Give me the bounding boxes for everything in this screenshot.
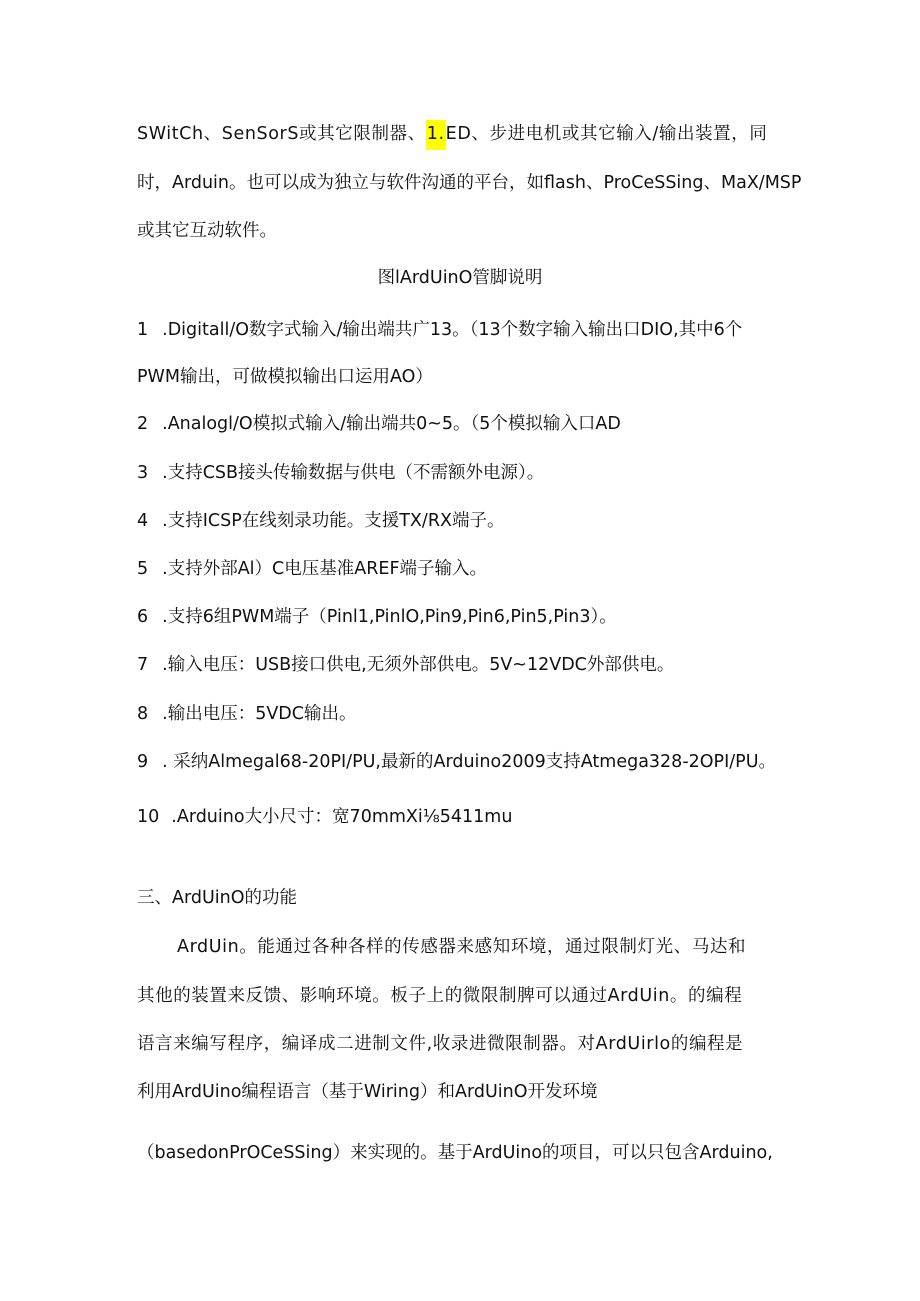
list-number: 2 (137, 414, 149, 434)
list-text: . 采纳Almegal68-20PI/PU,最新的Arduino2009支持Atmega328-2OPI/PU。 (162, 752, 777, 772)
paragraph-2-line-2: 其他的装置来反馈、影响环境。板子上的微限制脾可以通过ArdUin。的编程 (137, 986, 743, 1006)
list-item-6 (137, 605, 617, 629)
list-number: 10 (137, 807, 160, 827)
list-text: .支持6组PWM端子（Pinl1,PinlO,Pin9,Pin6,Pin5,Pin3）。 (162, 607, 617, 627)
list-item-1-continuation: PWM输出，可做模拟输出口运用AO） (137, 367, 433, 387)
list-text: .输入电压：USB接口供电,无须外部供电。5V~12VDC外部供电。 (162, 655, 675, 675)
paragraph-2-line-4: 利用ArdUino编程语言（基于Wiring）和ArdUinO开发环境 (137, 1082, 598, 1102)
list-number: 5 (137, 559, 149, 579)
list-text: .支持ICSP在线刻录功能。支援TX/RX端子。 (162, 511, 505, 531)
paragraph-1-line-2: 时，Arduin。也可以成为独立与软件沟通的平台，如flash、ProCeSSing、MaX/MSP (137, 173, 802, 193)
highlighted-text: 1. (426, 120, 446, 150)
list-text: .Analogl/O模拟式输入/输出端共0~5。（5个模拟输入口AD (162, 414, 621, 434)
text-span: ED、步进电机或其它输入/输出装置，同 (445, 124, 768, 144)
list-item-2 (137, 412, 621, 436)
list-number: 8 (137, 704, 149, 724)
paragraph-1-line-3: 或其它互动软件。 (137, 221, 277, 241)
list-number: 4 (137, 511, 149, 531)
text-span: SWitCh、SenSorS或其它限制器、 (137, 124, 426, 144)
figure-caption: 图lArdUinO管脚说明 (377, 268, 543, 288)
list-text: .输出电压：5VDC输出。 (162, 704, 357, 724)
list-number: 3 (137, 463, 149, 483)
list-text: .Arduino大小尺寸：宽70mmXi⅛5411mu (171, 807, 513, 827)
list-item-9 (137, 750, 776, 774)
list-item-5 (137, 557, 487, 581)
section-heading: 三、ArdUinO的功能 (137, 888, 298, 908)
paragraph-2-line-5: （basedonPrOCeSSing）来实现的。基于ArdUino的项目，可以只包含Arduino, (137, 1143, 773, 1163)
list-number: 1 (137, 320, 149, 340)
list-item-7 (137, 653, 674, 677)
paragraph-2-line-1: ArdUin。能通过各种各样的传感器来感知环境，通过限制灯光、马达和 (177, 937, 747, 957)
list-item-3 (137, 461, 544, 485)
list-item-10 (137, 805, 512, 829)
list-text: .支持CSB接头传输数据与供电（不需额外电源）。 (162, 463, 545, 483)
paragraph-1-line-1 (137, 122, 767, 146)
list-text: .Digitall/O数字式输入/输出端共广13。（13个数字输入输出口DIO,其中6个 (162, 320, 743, 340)
list-number: 9 (137, 752, 149, 772)
list-item-1 (137, 318, 742, 342)
list-item-8 (137, 702, 357, 726)
list-number: 7 (137, 655, 149, 675)
paragraph-2-line-3: 语言来编写程序，编译成二进制文件,收录进微限制器。对ArdUirlo的编程是 (137, 1034, 744, 1054)
list-number: 6 (137, 607, 149, 627)
list-item-4 (137, 509, 504, 533)
list-text: .支持外部Al）C电压基准AREF端子输入。 (162, 559, 488, 579)
